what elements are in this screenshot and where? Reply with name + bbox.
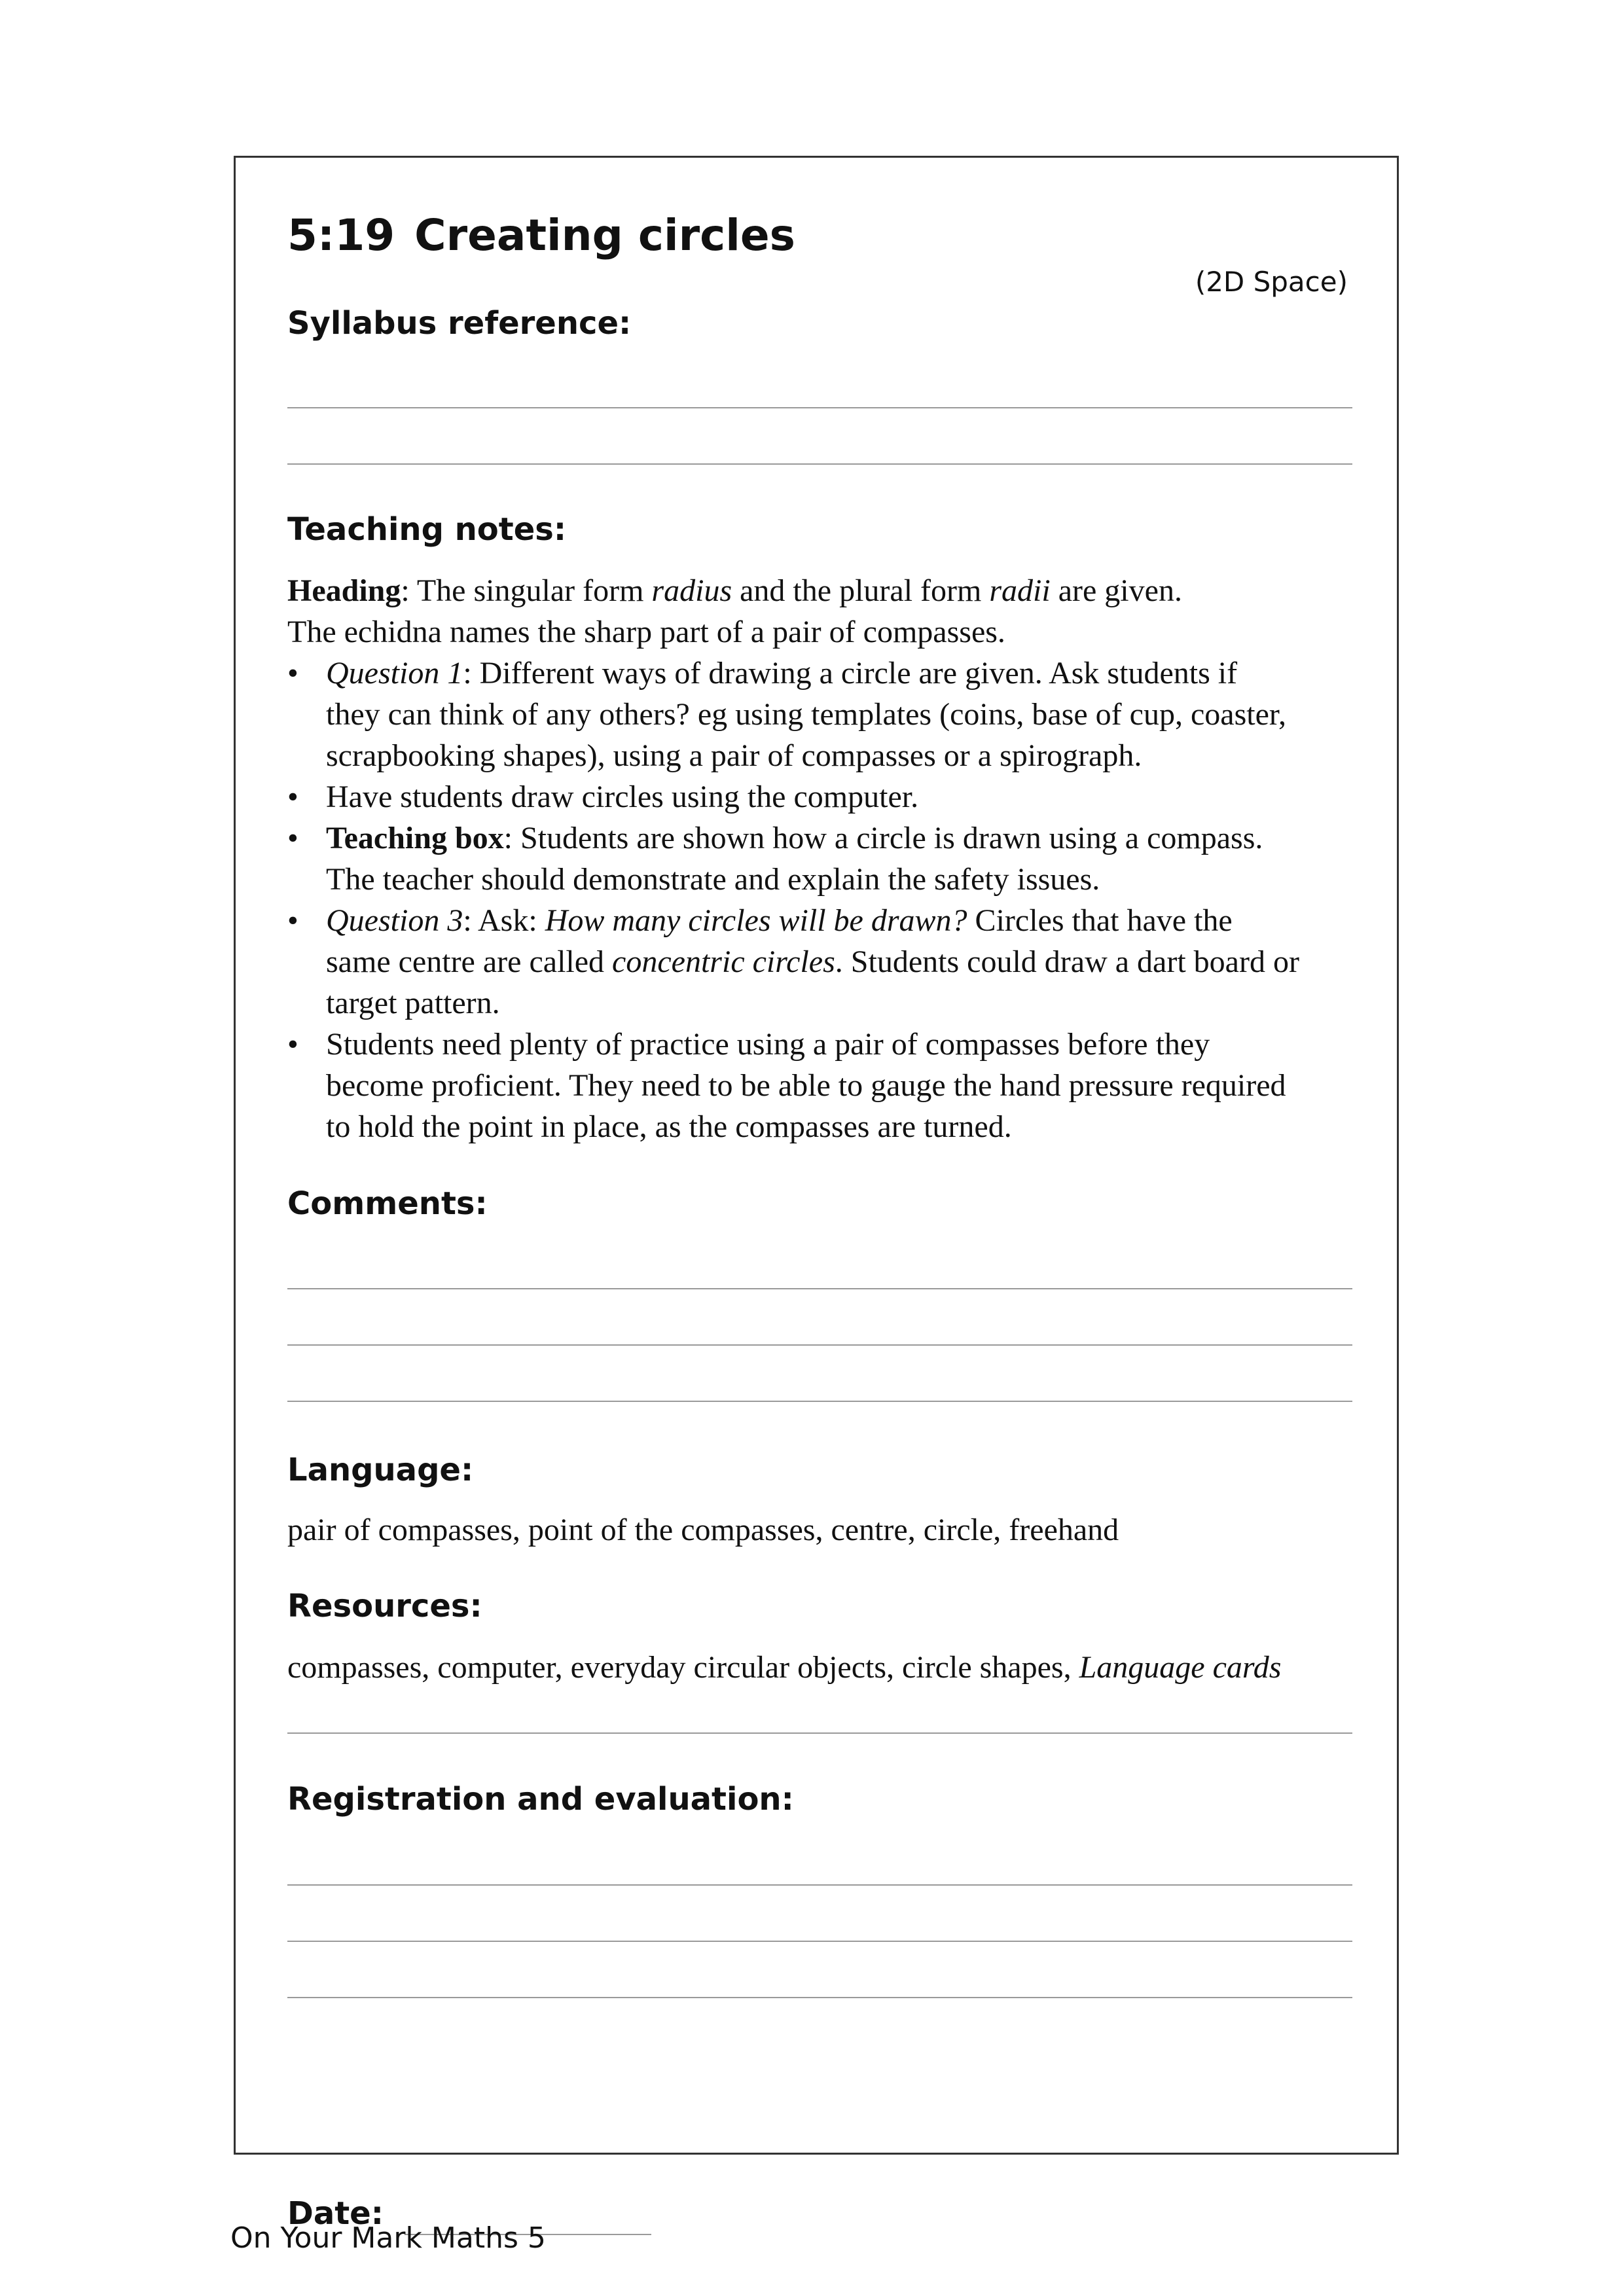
comments-line-3 [287,1401,1352,1402]
syllabus-line-2 [287,463,1352,465]
lesson-title: Creating circles [414,210,795,260]
comments-heading: Comments: [287,1185,488,1222]
comments-line-1 [287,1288,1352,1289]
teaching-notes-heading: Teaching notes: [287,511,567,548]
registration-heading: Registration and evaluation: [287,1781,794,1818]
syllabus-line-1 [287,407,1352,408]
list-item: • Students need plenty of practice using a pair of compasses before they become proficient. They need to be able to gauge the hand pressure required to hold the point in place, as the compasses are turned. [287,1027,1286,1144]
registration-line-3 [287,1997,1352,1998]
registration-line-2 [287,1941,1352,1942]
comments-line-2 [287,1344,1352,1346]
resources-text: compasses, computer, everyday circular objects, circle shapes, Language cards [287,1650,1282,1685]
topic-label: (2D Space) [1195,266,1348,298]
lesson-frame [234,156,1399,2232]
resources-heading: Resources: [287,1588,482,1624]
list-item: • Question 1: Different ways of drawing a circle are given. Ask students if they can think of any others? eg using templates (coins, base of cup, coaster, scrapbooking shapes), using a pair of compasses or a spirograph. [287,656,1286,773]
page-footer: On Your Mark Maths 5 [230,2221,546,2255]
lesson-number: 5:19 [287,210,395,260]
heading-note: Heading: The singular form radius and the plural form radii are given. [287,573,1182,608]
language-text: pair of compasses, point of the compasses, centre, circle, freehand [287,1513,1119,1547]
page-title [287,210,795,260]
date-heading: Date: [287,2195,384,2232]
registration-line-1 [287,1884,1352,1886]
teaching-notes-body [287,570,1361,1147]
teaching-notes-list [287,653,1361,1147]
list-item: • Have students draw circles using the computer. [287,780,919,814]
language-heading: Language: [287,1452,474,1488]
list-item: • Teaching box: Students are shown how a circle is drawn using a compass. The teacher should demonstrate and explain the safety issues. [287,821,1263,897]
syllabus-heading: Syllabus reference: [287,305,632,342]
list-item: • Question 3: Ask: How many circles will be drawn? Circles that have the same centre are called concentric circles. Students could draw a dart board or target pattern. [287,903,1299,1020]
echidna-note: The echidna names the sharp part of a pair of compasses. [287,615,1005,649]
resources-line [287,1732,1352,1734]
